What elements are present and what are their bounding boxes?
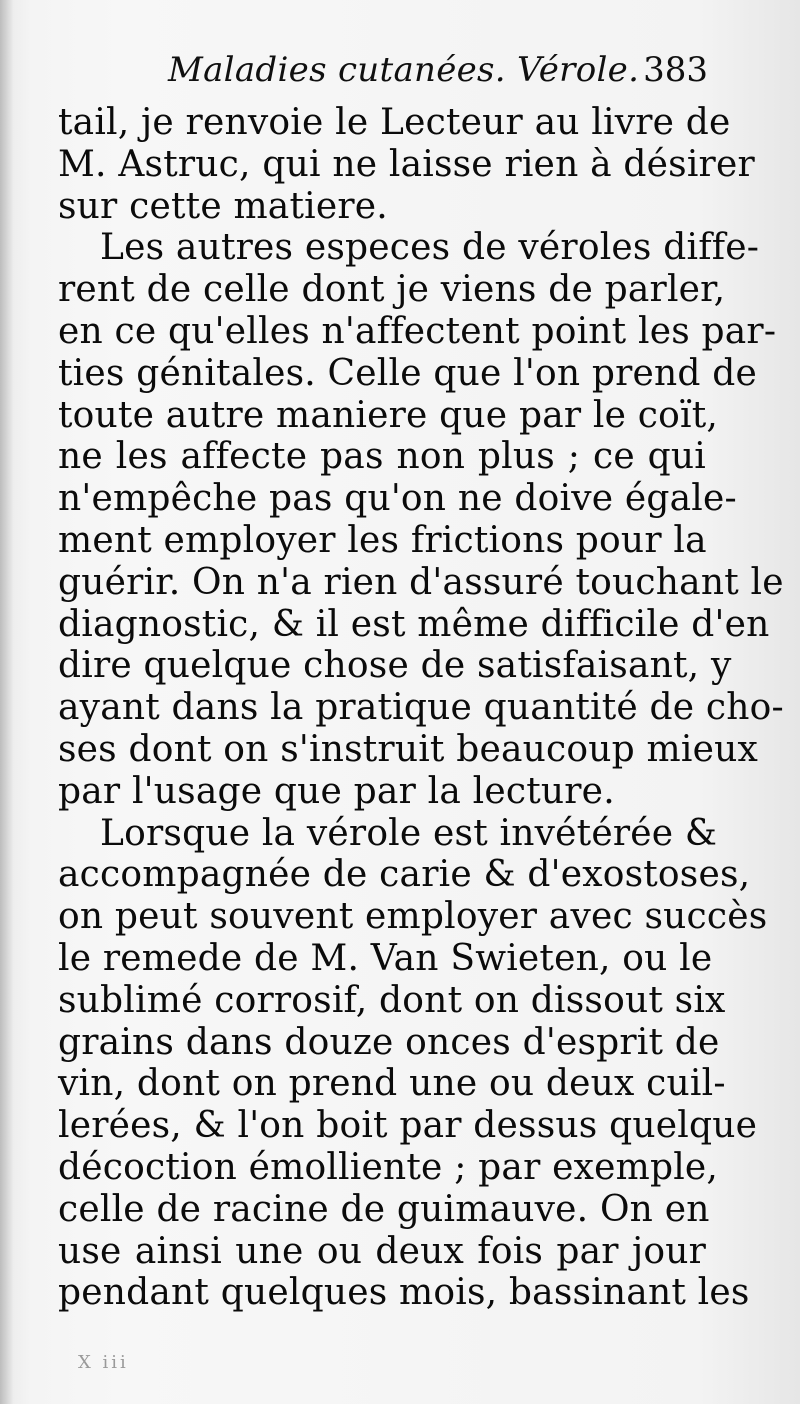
text-line: guérir. On n'a rien d'assuré touchant le: [58, 561, 784, 603]
text-line: ses dont on s'instruit beaucoup mieux: [58, 728, 758, 770]
page-number: 383: [643, 50, 708, 90]
text-line: ne les affecte pas non plus ; ce qui: [58, 436, 706, 478]
body-text: [58, 102, 784, 1314]
page-header: [168, 50, 708, 94]
text-line: on peut souvent employer avec succès: [58, 896, 768, 938]
text-line: use ainsi une ou deux fois par jour: [58, 1230, 706, 1272]
running-head: Maladies cutanées. Vérole.: [168, 50, 640, 90]
text-line: M. Astruc, qui ne laisse rien à désirer: [58, 143, 755, 185]
text-line: toute autre maniere que par le coït,: [58, 394, 719, 436]
text-line: sur cette matiere.: [58, 185, 388, 227]
text-line: rent de celle dont je viens de parler,: [58, 269, 726, 311]
gutter-shadow: [0, 0, 14, 1404]
text-line: n'empêche pas qu'on ne doive égale-: [58, 478, 737, 520]
text-line: sublimé corrosif, dont on dissout six: [58, 979, 726, 1021]
text-line: pendant quelques mois, bassinant les: [58, 1272, 750, 1314]
text-line: décoction émolliente ; par exemple,: [58, 1146, 719, 1188]
text-line: accompagnée de carie & d'exostoses,: [58, 854, 751, 896]
text-line: par l'usage que par la lecture.: [58, 770, 615, 812]
text-line: diagnostic, & il est même difficile d'en: [58, 603, 770, 645]
text-line: dire quelque chose de satisfaisant, y: [58, 645, 732, 687]
text-line: celle de racine de guimauve. On en: [58, 1188, 710, 1230]
text-line: ayant dans la pratique quantité de cho-: [58, 687, 784, 729]
text-line: Les autres especes de véroles diffe-: [100, 227, 760, 269]
signature-mark: X iii: [78, 1352, 129, 1373]
text-line: lerées, & l'on boit par dessus quelque: [58, 1105, 758, 1147]
text-line: Lorsque la vérole est invétérée &: [100, 812, 718, 854]
text-line: tail, je renvoie le Lecteur au livre de: [58, 102, 731, 143]
text-line: ment employer les frictions pour la: [58, 519, 707, 561]
text-line: vin, dont on prend une ou deux cuil-: [58, 1063, 726, 1105]
text-line: le remede de M. Van Swieten, ou le: [58, 937, 713, 979]
text-line: grains dans douze onces d'esprit de: [58, 1021, 720, 1063]
text-line: en ce qu'elles n'affectent point les par-: [58, 310, 777, 352]
text-line: ties génitales. Celle que l'on prend de: [58, 352, 758, 394]
